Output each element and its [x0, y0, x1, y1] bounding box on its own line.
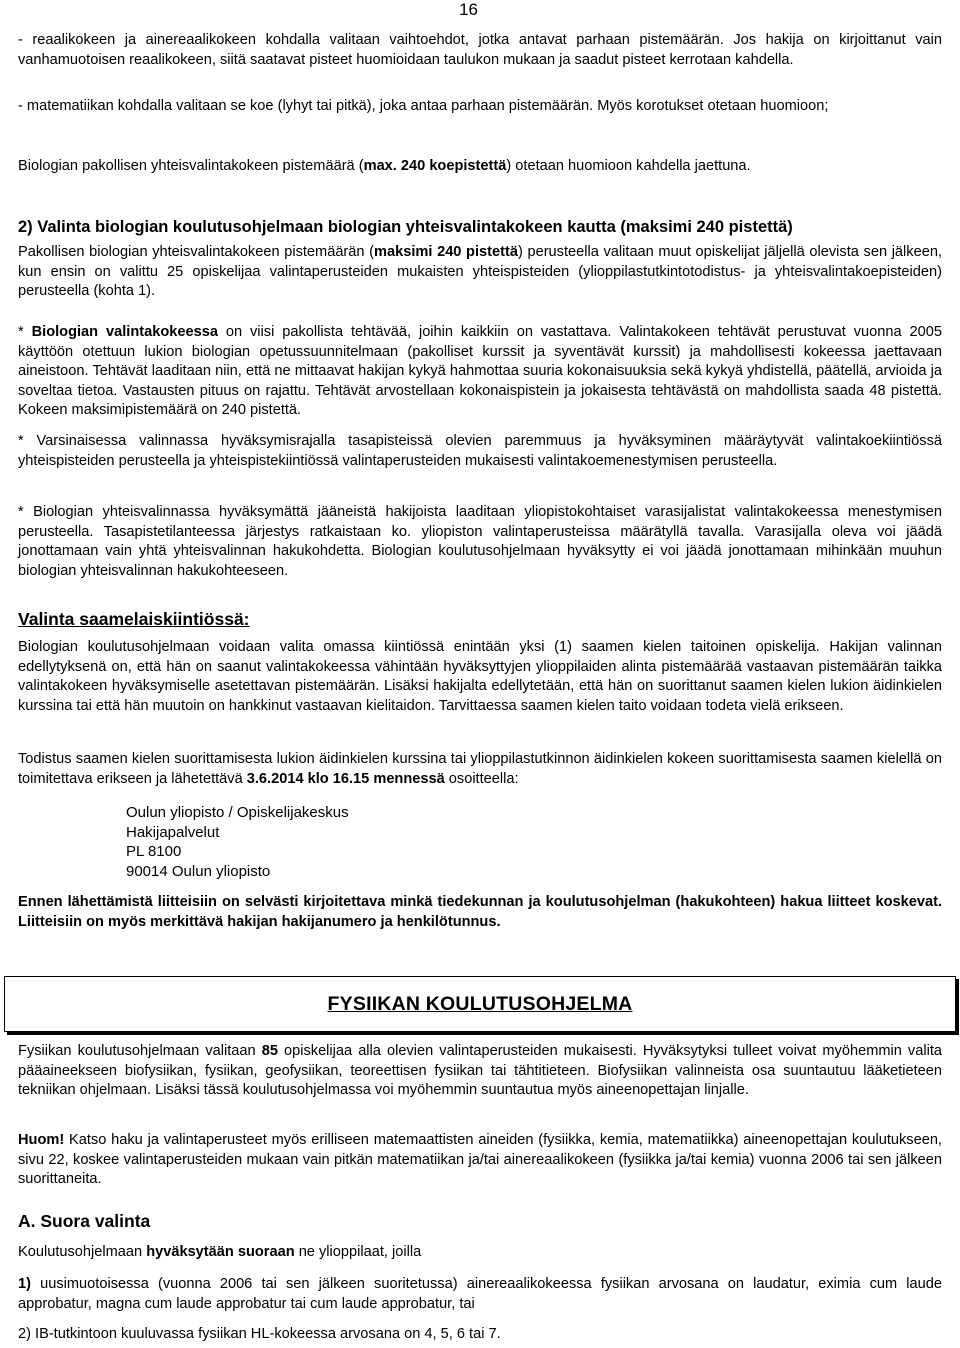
bullet-biologian-valintakoe: * Biologian valintakokeessa on viisi pakollista tehtävää, joihin kaikkiin on vastattava. Valintakokeen tehtävät perustuvat vuonna 2005 käyttöön otettuun lukion biologian opetussuunnitelmaan (pakolliset kurssit ja syventävät kurssit) ja mahdollisesti kokeessa jaettavaan aineistoon. Tehtävät laaditaan niin, että ne mittaavat hakijan kykyä hahmottaa suuria kokonaisuuksia sekä kykyä yhdistellä, päätellä, arvioida ja soveltaa tietoa. Vastausten pituus on rajattu. Tehtävät arvostellaan kokonaispistein ja jokaisesta tehtävästä on mahdollista saada 48 pistettä. Kokeen maksimipistemäärä on 240 pistettä. — [18, 324, 942, 418]
section-title-fysiikan-koulutusohjelma: FYSIIKAN KOULUTUSOHJELMA — [327, 992, 633, 1015]
bullet-varasijalistat: * Biologian yhteisvalinnassa hyväksymättä jääneistä hakijoista laaditaan yliopistokohtaiset varasijalistat valintakokeessa menestymisen perusteella. Tasapistetilanteessa järjestys ratkaistaan ko. yliopiston valintaperusteissa määrätyllä tavalla. Varasijalla oleva voi jäädä jonottamaan vain yhtä yhteisvalinnan hakukohdetta. Biologian koulutusohjelmaan hyväksytty ei voi jäädä jonottamaan mihinkään muuhun biologian yhteisvalinnan hakukohteeseen. — [18, 504, 942, 579]
paragraph-todistus-saame: Todistus saamen kielen suorittamisesta lukion äidinkielen kurssina tai ylioppilastutkinnon äidinkielen kokeen suorittamisesta saamen kielellä on toimitettava erikseen ja lähetettävä 3.6.2014 klo 16.15 mennessä osoitteella: — [18, 751, 942, 787]
paragraph-hyvaksytaan-suoraan: Koulutusohjelmaan hyväksytään suoraan ne ylioppilaat, joilla — [18, 1244, 422, 1260]
paragraph-matematiikka: - matematiikan kohdalla valitaan se koe (lyhyt tai pitkä), joka antaa parhaan pistemäärän. Myös korotukset otetaan huomioon; — [18, 98, 829, 114]
section-title-box — [4, 976, 956, 1032]
address-line: 90014 Oulun yliopisto — [126, 862, 271, 880]
subheading-suora-valinta: A. Suora valinta — [18, 1211, 151, 1231]
paragraph-biologian-pistemaara: Biologian pakollisen yhteisvalintakokeen pistemäärä (max. 240 koepistettä) otetaan huomioon kahdella jaettuna. — [18, 158, 751, 174]
paragraph-pakollisen-biologian: Pakollisen biologian yhteisvalintakokeen pistemäärän (maksimi 240 pistettä) perusteella valitaan muut opiskelijat jäljellä olevista sen jälkeen, kun ensin on valittu 25 opiskelijaa valintaperusteiden mukaisten yhteispisteiden (ylioppilastutkintotodistus- ja yhteisvalintakoepisteiden) perusteella (kohta 1). — [18, 244, 942, 299]
paragraph-saamen-kiintio: Biologian koulutusohjelmaan voidaan valita omassa kiintiössä enintään yksi (1) saamen kielen taitoinen opiskelija. Hakijan valinnan edellytyksenä on, että hän on saanut valintakokeessa vähintään hyväksyttyjen ylioppilaiden alinta pistemäärää vastaavan pistemäärän taikka valintakokeen hyväksymiselle asetettavan pistemäärän. Lisäksi hakijalta edellytetään, että hän on suorittanut saamen kielen lukion äidinkielen kurssina tai että hän muutoin on hankkinut vastaavan kielitaidon. Tarvittaessa saamen kielen taito voidaan todeta vielä erikseen. — [18, 639, 942, 714]
paragraph-fysiikan-valinta: Fysiikan koulutusohjelmaan valitaan 85 opiskelijaa alla olevien valintaperusteiden mukaisesti. Hyväksytyksi tulleet voivat myöhemmin valita pääaineekseen biofysiikan, fysiikan, geofysiikan, teoreettisen fysiikan tai tähtitieteen. Biofysiikan valinneista osa suuntautuu lääketieteen tekniikan ohjelmaan. Lisäksi tässä koulutusohjelmassa voi myöhemmin suuntautua myös aineenopettajan linjalle. — [18, 1043, 942, 1098]
paragraph-huom: Huom! Katso haku ja valintaperusteet myös erilliseen matemaattisten aineiden (fysiikka, kemia, matematiikka) aineenopettajan koulutukseen, sivu 22, koskee valintaperusteiden mukaan vain pitkän matematiikan ja/tai ainereaalikokeen (fysiikka ja/tai kemia) vuonna 2006 tai sen jälkeen suorittaneita. — [18, 1132, 942, 1187]
bullet-varsinainen-valinta: * Varsinaisessa valinnassa hyväksymisrajalla tasapisteissä olevien paremmuus ja hyväksyminen määräytyvät valintakoekiintiössä yhteispisteiden perusteella ja yhteispistekiintiössä valintaperusteiden mukaisesti valintakoemenestymisen perusteella. — [18, 433, 942, 469]
address-line: Hakijapalvelut — [126, 823, 220, 841]
section-heading-saamelaiskiintio: Valinta saamelaiskiintiössä: — [18, 609, 250, 629]
address-line: Oulun yliopisto / Opiskelijakeskus — [126, 804, 349, 821]
list-item-ib-tutkinto: 2) IB-tutkintoon kuuluvassa fysiikan HL-kokeessa arvosana on 4, 5, 6 tai 7. — [18, 1326, 501, 1342]
paragraph-liitteet-note: Ennen lähettämistä liitteisiin on selvästi kirjoitettava minkä tiedekunnan ja koulutusohjelman (hakukohteen) hakua liitteet koskevat. Liitteisiin on myös merkittävä hakijan hakijanumero ja henkilötunnus. — [18, 894, 942, 930]
page-number: 16 — [459, 0, 478, 19]
list-item-ainereaalikoe: 1) uusimuotoisessa (vuonna 2006 tai sen jälkeen suoritetussa) ainereaalikokeessa fysiikan arvosana on laudatur, eximia cum laude approbatur, magna cum laude approbatur tai cum laude approbatur, tai — [18, 1276, 942, 1312]
postal-address — [126, 803, 349, 881]
section-heading-valinta-biologia: 2) Valinta biologian koulutusohjelmaan biologian yhteisvalintakokeen kautta (maksimi 240 pistettä) — [18, 218, 793, 236]
address-line: PL 8100 — [126, 843, 182, 861]
paragraph-reaalikoe: - reaalikokeen ja ainereaalikokeen kohdalla valitaan vaihtoehdot, jotka antavat parhaan pistemäärän. Jos hakija on kirjoittanut vain vanhamuotoisen reaalikokeen, siitä saatavat pisteet huomioidaan taulukon mukaan ja saadut pisteet kerrotaan kahdella. — [18, 32, 942, 68]
